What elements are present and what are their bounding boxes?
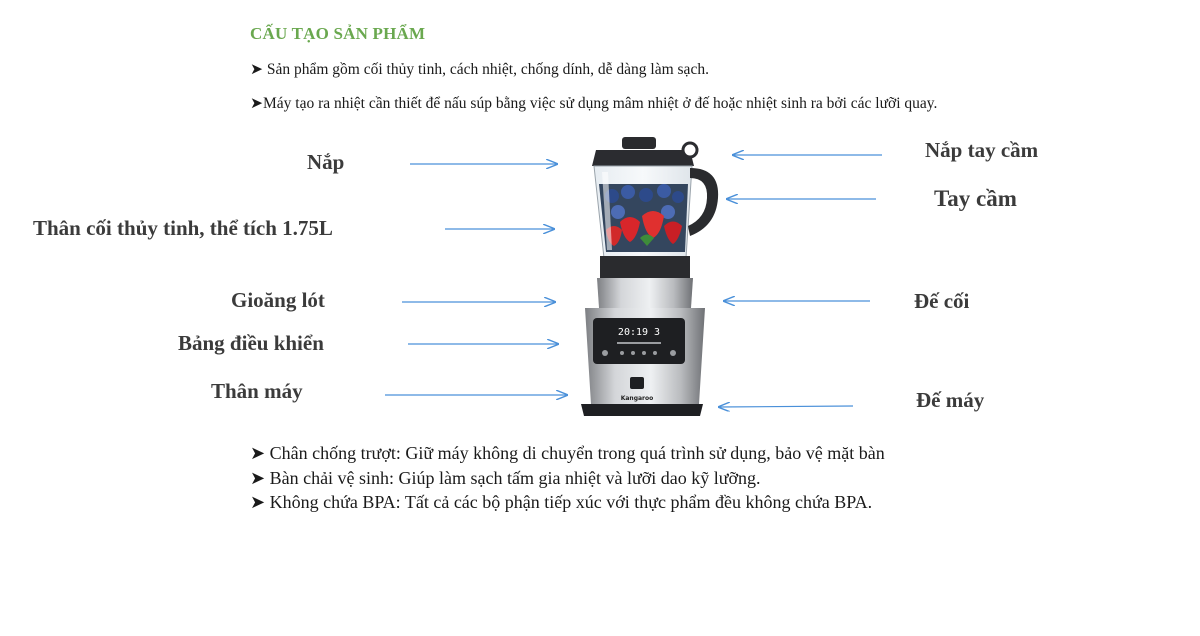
intro-line-2: ➤Máy tạo ra nhiệt cần thiết để nấu súp bằng việc sử dụng mâm nhiệt ở đế hoặc nhiệt sinh ra bởi các lưỡi quay. <box>250 95 938 112</box>
label-tay-cam: Tay cầm <box>934 186 1017 211</box>
feature-cleaning-brush: ➤ Bàn chải vệ sinh: Giúp làm sạch tấm gia nhiệt và lưỡi dao kỹ lưỡng. <box>250 468 761 488</box>
intro-line-1: ➤ Sản phẩm gồm cối thủy tinh, cách nhiệt, chống dính, dễ dàng làm sạch. <box>250 61 709 78</box>
label-bang-dieu-khien: Bảng điều khiển <box>178 331 324 355</box>
display-time: 20:19 3 <box>617 327 661 338</box>
label-nap-tay-cam: Nắp tay cầm <box>925 138 1039 162</box>
section-title: CẤU TẠO SẢN PHẨM <box>250 24 426 43</box>
feature-anti-slip: ➤ Chân chống trượt: Giữ máy không di chuyển trong quá trình sử dụng, bảo vệ mặt bàn <box>250 443 885 463</box>
label-than-may: Thân máy <box>211 379 303 403</box>
feature-bpa-free: ➤ Không chứa BPA: Tất cả các bộ phận tiếp xúc với thực phẩm đều không chứa BPA. <box>250 492 873 512</box>
arrow-de-may <box>719 406 853 407</box>
label-gioang-lot: Gioăng lót <box>231 288 325 312</box>
blender-illustration <box>581 137 718 416</box>
label-than-coi: Thân cối thủy tinh, thể tích 1.75L <box>33 216 333 240</box>
brand-logo: Kangaroo <box>620 395 654 402</box>
label-nap: Nắp <box>307 150 345 174</box>
label-de-coi: Đế cối <box>914 289 970 313</box>
label-de-may: Đế máy <box>916 388 985 412</box>
